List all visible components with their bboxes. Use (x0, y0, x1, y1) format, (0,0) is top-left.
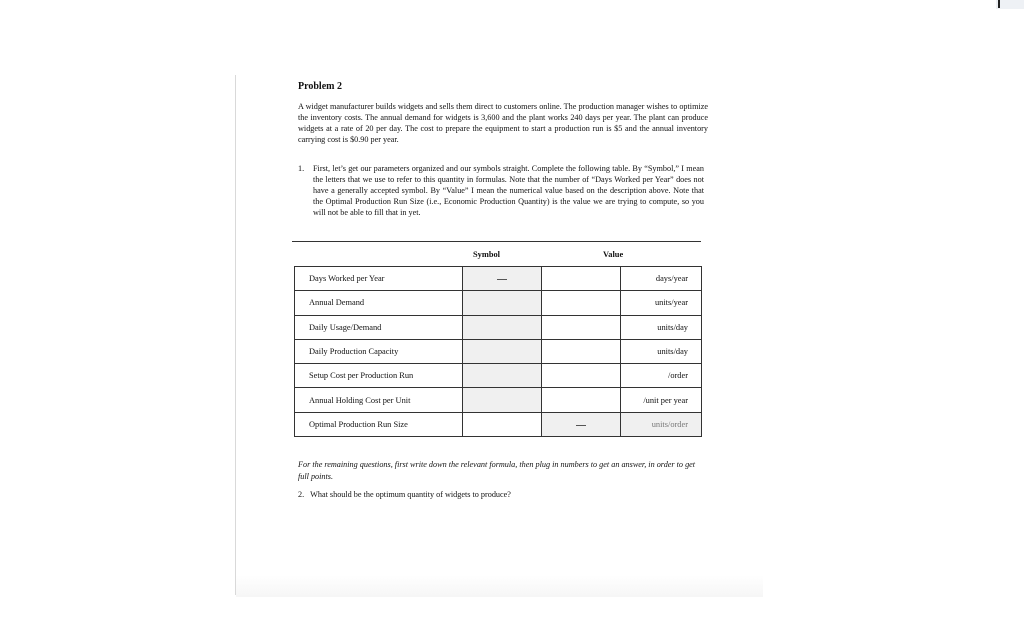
unit-cell: units/day (621, 315, 702, 339)
row-label: Days Worked per Year (295, 267, 463, 291)
symbol-column-header: Symbol (473, 250, 500, 259)
value-cell[interactable] (542, 315, 621, 339)
problem-title: Problem 2 (298, 81, 342, 92)
window-corner-marker (996, 0, 1024, 9)
symbol-cell[interactable] (463, 364, 542, 388)
dash-icon (497, 279, 507, 280)
unit-cell: /unit per year (621, 388, 702, 412)
document-page (298, 76, 708, 218)
problem-intro: A widget manufacturer builds widgets and sells them direct to customers online. The production manager wishes to optimize the inventory costs. The annual demand for widgets is 3,600 and the plant works 240 days per year. The plant can produce widgets at a rate of 20 per day. The cost to prepare the equipment to start a production run is $5 and the annual inventory carrying cost is $0.90 per year. (298, 102, 708, 144)
symbol-cell[interactable] (463, 388, 542, 412)
page-bottom-shade (236, 575, 763, 597)
row-label: Optimal Production Run Size (295, 412, 463, 436)
symbol-cell[interactable] (463, 339, 542, 363)
question-2-number: 2. (298, 490, 305, 499)
table-row (295, 364, 702, 388)
table-row (295, 267, 702, 291)
page-left-edge (235, 75, 236, 595)
value-cell[interactable] (542, 364, 621, 388)
row-label: Daily Production Capacity (295, 339, 463, 363)
value-column-header: Value (603, 250, 624, 259)
symbol-cell[interactable] (463, 315, 542, 339)
row-label: Daily Usage/Demand (295, 315, 463, 339)
question-1-text: First, let’s get our parameters organized and our symbols straight. Complete the following table. By “Symbol,” I mean the letters that we use to refer to this quantity in formulas. Note that the number of “Days Worked per Year” does not have a generally accepted symbol. By “Value” I mean the numerical value based on the description above. Note that the Optimal Production Run Size (i.e., Economic Production Quantity) is the value we are trying to compute, so you will not be able to fill that in yet. (313, 164, 704, 217)
value-cell[interactable] (542, 388, 621, 412)
table-top-rule (292, 241, 701, 242)
symbol-cell[interactable] (463, 291, 542, 315)
question-2 (298, 489, 708, 501)
value-cell (542, 412, 621, 436)
value-cell[interactable] (542, 339, 621, 363)
table-row (295, 388, 702, 412)
symbol-cell (463, 267, 542, 291)
table-row (295, 339, 702, 363)
symbol-cell[interactable] (463, 412, 542, 436)
table-row (295, 315, 702, 339)
row-label: Annual Demand (295, 291, 463, 315)
unit-cell: /order (621, 364, 702, 388)
dash-icon (576, 425, 586, 426)
row-label: Setup Cost per Production Run (295, 364, 463, 388)
unit-cell: units/day (621, 339, 702, 363)
table-row (295, 291, 702, 315)
unit-cell: units/year (621, 291, 702, 315)
parameters-table (294, 266, 702, 437)
unit-cell: days/year (621, 267, 702, 291)
unit-cell: units/order (621, 412, 702, 436)
instruction-text: For the remaining questions, first write down the relevant formula, then plug in numbers to get an answer, in order to get full points. (298, 460, 696, 481)
notes-section (298, 459, 708, 501)
value-cell[interactable] (542, 291, 621, 315)
row-label: Annual Holding Cost per Unit (295, 388, 463, 412)
question-1-number: 1. (298, 164, 305, 173)
question-2-text: What should be the optimum quantity of widgets to produce? (310, 490, 511, 499)
table-row (295, 412, 702, 436)
value-cell[interactable] (542, 267, 621, 291)
question-1 (298, 163, 708, 218)
